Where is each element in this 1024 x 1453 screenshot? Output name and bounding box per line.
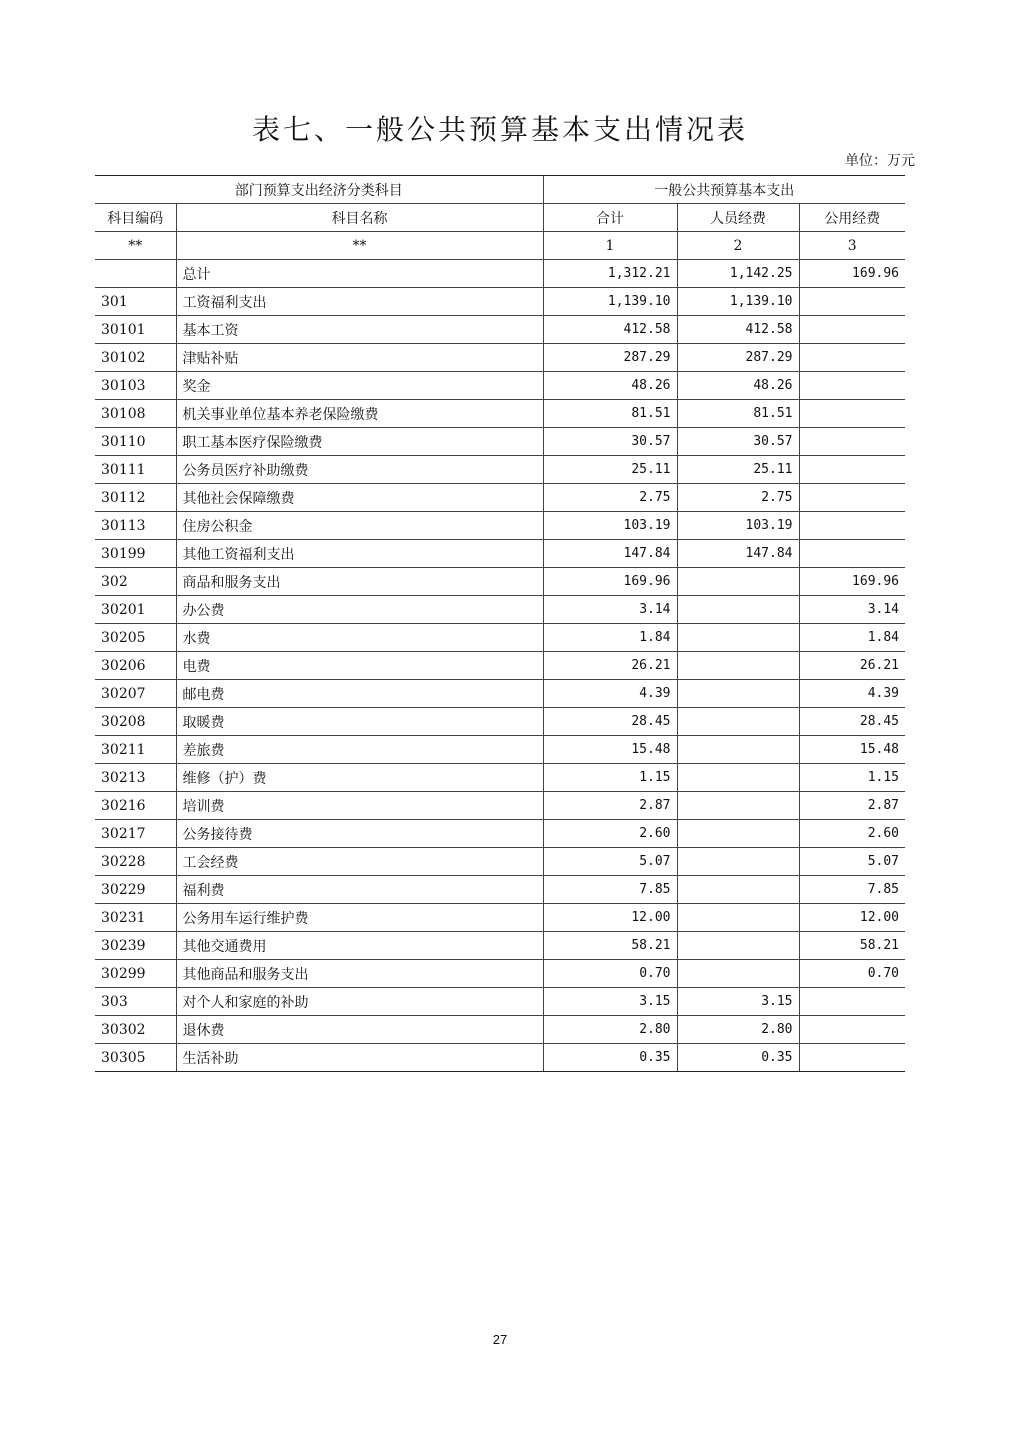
cell-name: 商品和服务支出 — [176, 568, 543, 596]
cell-personnel — [677, 932, 799, 960]
table-row — [95, 456, 905, 484]
cell-code: 30211 — [95, 736, 176, 764]
table-header — [95, 176, 905, 260]
cell-name: 住房公积金 — [176, 512, 543, 540]
cell-code: 30216 — [95, 792, 176, 820]
header-group-left: 部门预算支出经济分类科目 — [95, 176, 543, 204]
table-row — [95, 932, 905, 960]
table-row — [95, 512, 905, 540]
cell-public: 4.39 — [799, 680, 905, 708]
cell-name: 培训费 — [176, 792, 543, 820]
table-row — [95, 624, 905, 652]
cell-public — [799, 372, 905, 400]
table-row — [95, 596, 905, 624]
cell-total: 147.84 — [543, 540, 677, 568]
table-row — [95, 1044, 905, 1072]
table-row — [95, 372, 905, 400]
cell-public: 5.07 — [799, 848, 905, 876]
cell-name: 奖金 — [176, 372, 543, 400]
cell-public: 169.96 — [799, 568, 905, 596]
header-public: 公用经费 — [799, 204, 905, 232]
cell-total: 4.39 — [543, 680, 677, 708]
cell-public — [799, 316, 905, 344]
cell-code — [95, 260, 176, 288]
cell-name: 水费 — [176, 624, 543, 652]
cell-name: 工资福利支出 — [176, 288, 543, 316]
cell-personnel — [677, 736, 799, 764]
cell-total: 2.87 — [543, 792, 677, 820]
cell-personnel: 412.58 — [677, 316, 799, 344]
cell-name: 邮电费 — [176, 680, 543, 708]
cell-total: 287.29 — [543, 344, 677, 372]
header-name: 科目名称 — [176, 204, 543, 232]
cell-code: 303 — [95, 988, 176, 1016]
cell-public: 58.21 — [799, 932, 905, 960]
cell-total: 3.15 — [543, 988, 677, 1016]
cell-total: 0.35 — [543, 1044, 677, 1072]
cell-name: 维修（护）费 — [176, 764, 543, 792]
cell-public: 12.00 — [799, 904, 905, 932]
cell-name: 其他交通费用 — [176, 932, 543, 960]
index-total: 1 — [543, 232, 677, 260]
header-total: 合计 — [543, 204, 677, 232]
cell-total: 2.75 — [543, 484, 677, 512]
table-row — [95, 540, 905, 568]
unit-label: 单位：万元 — [845, 153, 915, 169]
cell-public — [799, 288, 905, 316]
page-title: 表七、一般公共预算基本支出情况表 — [251, 113, 748, 146]
cell-total: 28.45 — [543, 708, 677, 736]
table-row — [95, 792, 905, 820]
cell-total: 1,139.10 — [543, 288, 677, 316]
cell-total: 15.48 — [543, 736, 677, 764]
cell-name: 取暖费 — [176, 708, 543, 736]
cell-personnel — [677, 820, 799, 848]
cell-total: 2.60 — [543, 820, 677, 848]
cell-public: 1.84 — [799, 624, 905, 652]
table-row — [95, 904, 905, 932]
header-personnel: 人员经费 — [677, 204, 799, 232]
cell-name: 福利费 — [176, 876, 543, 904]
cell-code: 30305 — [95, 1044, 176, 1072]
table-row — [95, 568, 905, 596]
cell-code: 30239 — [95, 932, 176, 960]
cell-public — [799, 484, 905, 512]
cell-personnel: 0.35 — [677, 1044, 799, 1072]
cell-personnel: 30.57 — [677, 428, 799, 456]
cell-total: 169.96 — [543, 568, 677, 596]
cell-total: 7.85 — [543, 876, 677, 904]
cell-code: 30207 — [95, 680, 176, 708]
table-row — [95, 736, 905, 764]
cell-name: 公务接待费 — [176, 820, 543, 848]
index-name: ** — [176, 232, 543, 260]
cell-total: 30.57 — [543, 428, 677, 456]
cell-personnel — [677, 848, 799, 876]
cell-name: 电费 — [176, 652, 543, 680]
cell-personnel: 48.26 — [677, 372, 799, 400]
cell-total: 3.14 — [543, 596, 677, 624]
cell-total: 412.58 — [543, 316, 677, 344]
cell-total: 1.84 — [543, 624, 677, 652]
table-row — [95, 1016, 905, 1044]
cell-public — [799, 400, 905, 428]
cell-total: 81.51 — [543, 400, 677, 428]
cell-personnel — [677, 680, 799, 708]
cell-total: 103.19 — [543, 512, 677, 540]
cell-personnel: 147.84 — [677, 540, 799, 568]
cell-personnel: 103.19 — [677, 512, 799, 540]
cell-public: 26.21 — [799, 652, 905, 680]
table-row — [95, 316, 905, 344]
table-row — [95, 652, 905, 680]
page-number: 27 — [492, 1332, 508, 1347]
cell-code: 30201 — [95, 596, 176, 624]
cell-personnel — [677, 708, 799, 736]
cell-public — [799, 1016, 905, 1044]
cell-personnel: 287.29 — [677, 344, 799, 372]
table-row — [95, 344, 905, 372]
cell-code: 30217 — [95, 820, 176, 848]
table-row — [95, 400, 905, 428]
index-public: 3 — [799, 232, 905, 260]
cell-personnel: 2.80 — [677, 1016, 799, 1044]
cell-total: 26.21 — [543, 652, 677, 680]
cell-public — [799, 428, 905, 456]
cell-personnel: 1,139.10 — [677, 288, 799, 316]
cell-code: 30110 — [95, 428, 176, 456]
cell-personnel — [677, 960, 799, 988]
cell-personnel — [677, 904, 799, 932]
cell-name: 办公费 — [176, 596, 543, 624]
cell-total: 1,312.21 — [543, 260, 677, 288]
cell-public: 3.14 — [799, 596, 905, 624]
table-body — [95, 260, 905, 1072]
cell-personnel — [677, 792, 799, 820]
cell-total: 58.21 — [543, 932, 677, 960]
cell-public — [799, 456, 905, 484]
cell-public: 2.60 — [799, 820, 905, 848]
table-row — [95, 848, 905, 876]
cell-name: 津贴补贴 — [176, 344, 543, 372]
cell-personnel: 2.75 — [677, 484, 799, 512]
cell-code: 30299 — [95, 960, 176, 988]
cell-personnel — [677, 876, 799, 904]
cell-name: 工会经费 — [176, 848, 543, 876]
cell-code: 30231 — [95, 904, 176, 932]
cell-code: 30302 — [95, 1016, 176, 1044]
cell-name: 其他商品和服务支出 — [176, 960, 543, 988]
cell-personnel — [677, 568, 799, 596]
cell-public: 169.96 — [799, 260, 905, 288]
cell-name: 其他工资福利支出 — [176, 540, 543, 568]
table-row — [95, 680, 905, 708]
table-row — [95, 428, 905, 456]
cell-code: 30103 — [95, 372, 176, 400]
table-row — [95, 708, 905, 736]
cell-public: 28.45 — [799, 708, 905, 736]
index-code: ** — [95, 232, 176, 260]
cell-name: 退休费 — [176, 1016, 543, 1044]
cell-public — [799, 540, 905, 568]
cell-name: 总计 — [176, 260, 543, 288]
cell-code: 30102 — [95, 344, 176, 372]
cell-name: 公务员医疗补助缴费 — [176, 456, 543, 484]
cell-public — [799, 1044, 905, 1072]
cell-code: 30213 — [95, 764, 176, 792]
cell-name: 机关事业单位基本养老保险缴费 — [176, 400, 543, 428]
budget-table — [95, 175, 905, 1072]
cell-public — [799, 512, 905, 540]
cell-total: 12.00 — [543, 904, 677, 932]
cell-code: 30229 — [95, 876, 176, 904]
header-code: 科目编码 — [95, 204, 176, 232]
cell-name: 基本工资 — [176, 316, 543, 344]
cell-code: 30111 — [95, 456, 176, 484]
cell-public — [799, 344, 905, 372]
table-row — [95, 960, 905, 988]
cell-code: 30208 — [95, 708, 176, 736]
cell-total: 25.11 — [543, 456, 677, 484]
cell-code: 30205 — [95, 624, 176, 652]
table-row — [95, 764, 905, 792]
cell-total: 48.26 — [543, 372, 677, 400]
header-group-right: 一般公共预算基本支出 — [543, 176, 905, 204]
cell-name: 其他社会保障缴费 — [176, 484, 543, 512]
cell-code: 302 — [95, 568, 176, 596]
cell-personnel — [677, 596, 799, 624]
cell-personnel — [677, 764, 799, 792]
cell-personnel: 1,142.25 — [677, 260, 799, 288]
cell-public: 15.48 — [799, 736, 905, 764]
cell-name: 职工基本医疗保险缴费 — [176, 428, 543, 456]
cell-name: 生活补助 — [176, 1044, 543, 1072]
cell-personnel: 3.15 — [677, 988, 799, 1016]
cell-personnel — [677, 652, 799, 680]
cell-code: 30108 — [95, 400, 176, 428]
cell-public: 7.85 — [799, 876, 905, 904]
cell-public — [799, 988, 905, 1016]
index-personnel: 2 — [677, 232, 799, 260]
table-row — [95, 876, 905, 904]
cell-code: 301 — [95, 288, 176, 316]
cell-name: 对个人和家庭的补助 — [176, 988, 543, 1016]
cell-personnel — [677, 624, 799, 652]
cell-personnel: 25.11 — [677, 456, 799, 484]
cell-total: 2.80 — [543, 1016, 677, 1044]
cell-personnel: 81.51 — [677, 400, 799, 428]
cell-name: 差旅费 — [176, 736, 543, 764]
table-row — [95, 260, 905, 288]
cell-code: 30206 — [95, 652, 176, 680]
table-row — [95, 288, 905, 316]
cell-code: 30228 — [95, 848, 176, 876]
table-row — [95, 988, 905, 1016]
cell-total: 1.15 — [543, 764, 677, 792]
table-row — [95, 484, 905, 512]
cell-public: 1.15 — [799, 764, 905, 792]
cell-total: 0.70 — [543, 960, 677, 988]
cell-code: 30113 — [95, 512, 176, 540]
cell-name: 公务用车运行维护费 — [176, 904, 543, 932]
cell-code: 30199 — [95, 540, 176, 568]
cell-code: 30101 — [95, 316, 176, 344]
cell-public: 2.87 — [799, 792, 905, 820]
table-row — [95, 820, 905, 848]
cell-total: 5.07 — [543, 848, 677, 876]
cell-code: 30112 — [95, 484, 176, 512]
cell-public: 0.70 — [799, 960, 905, 988]
